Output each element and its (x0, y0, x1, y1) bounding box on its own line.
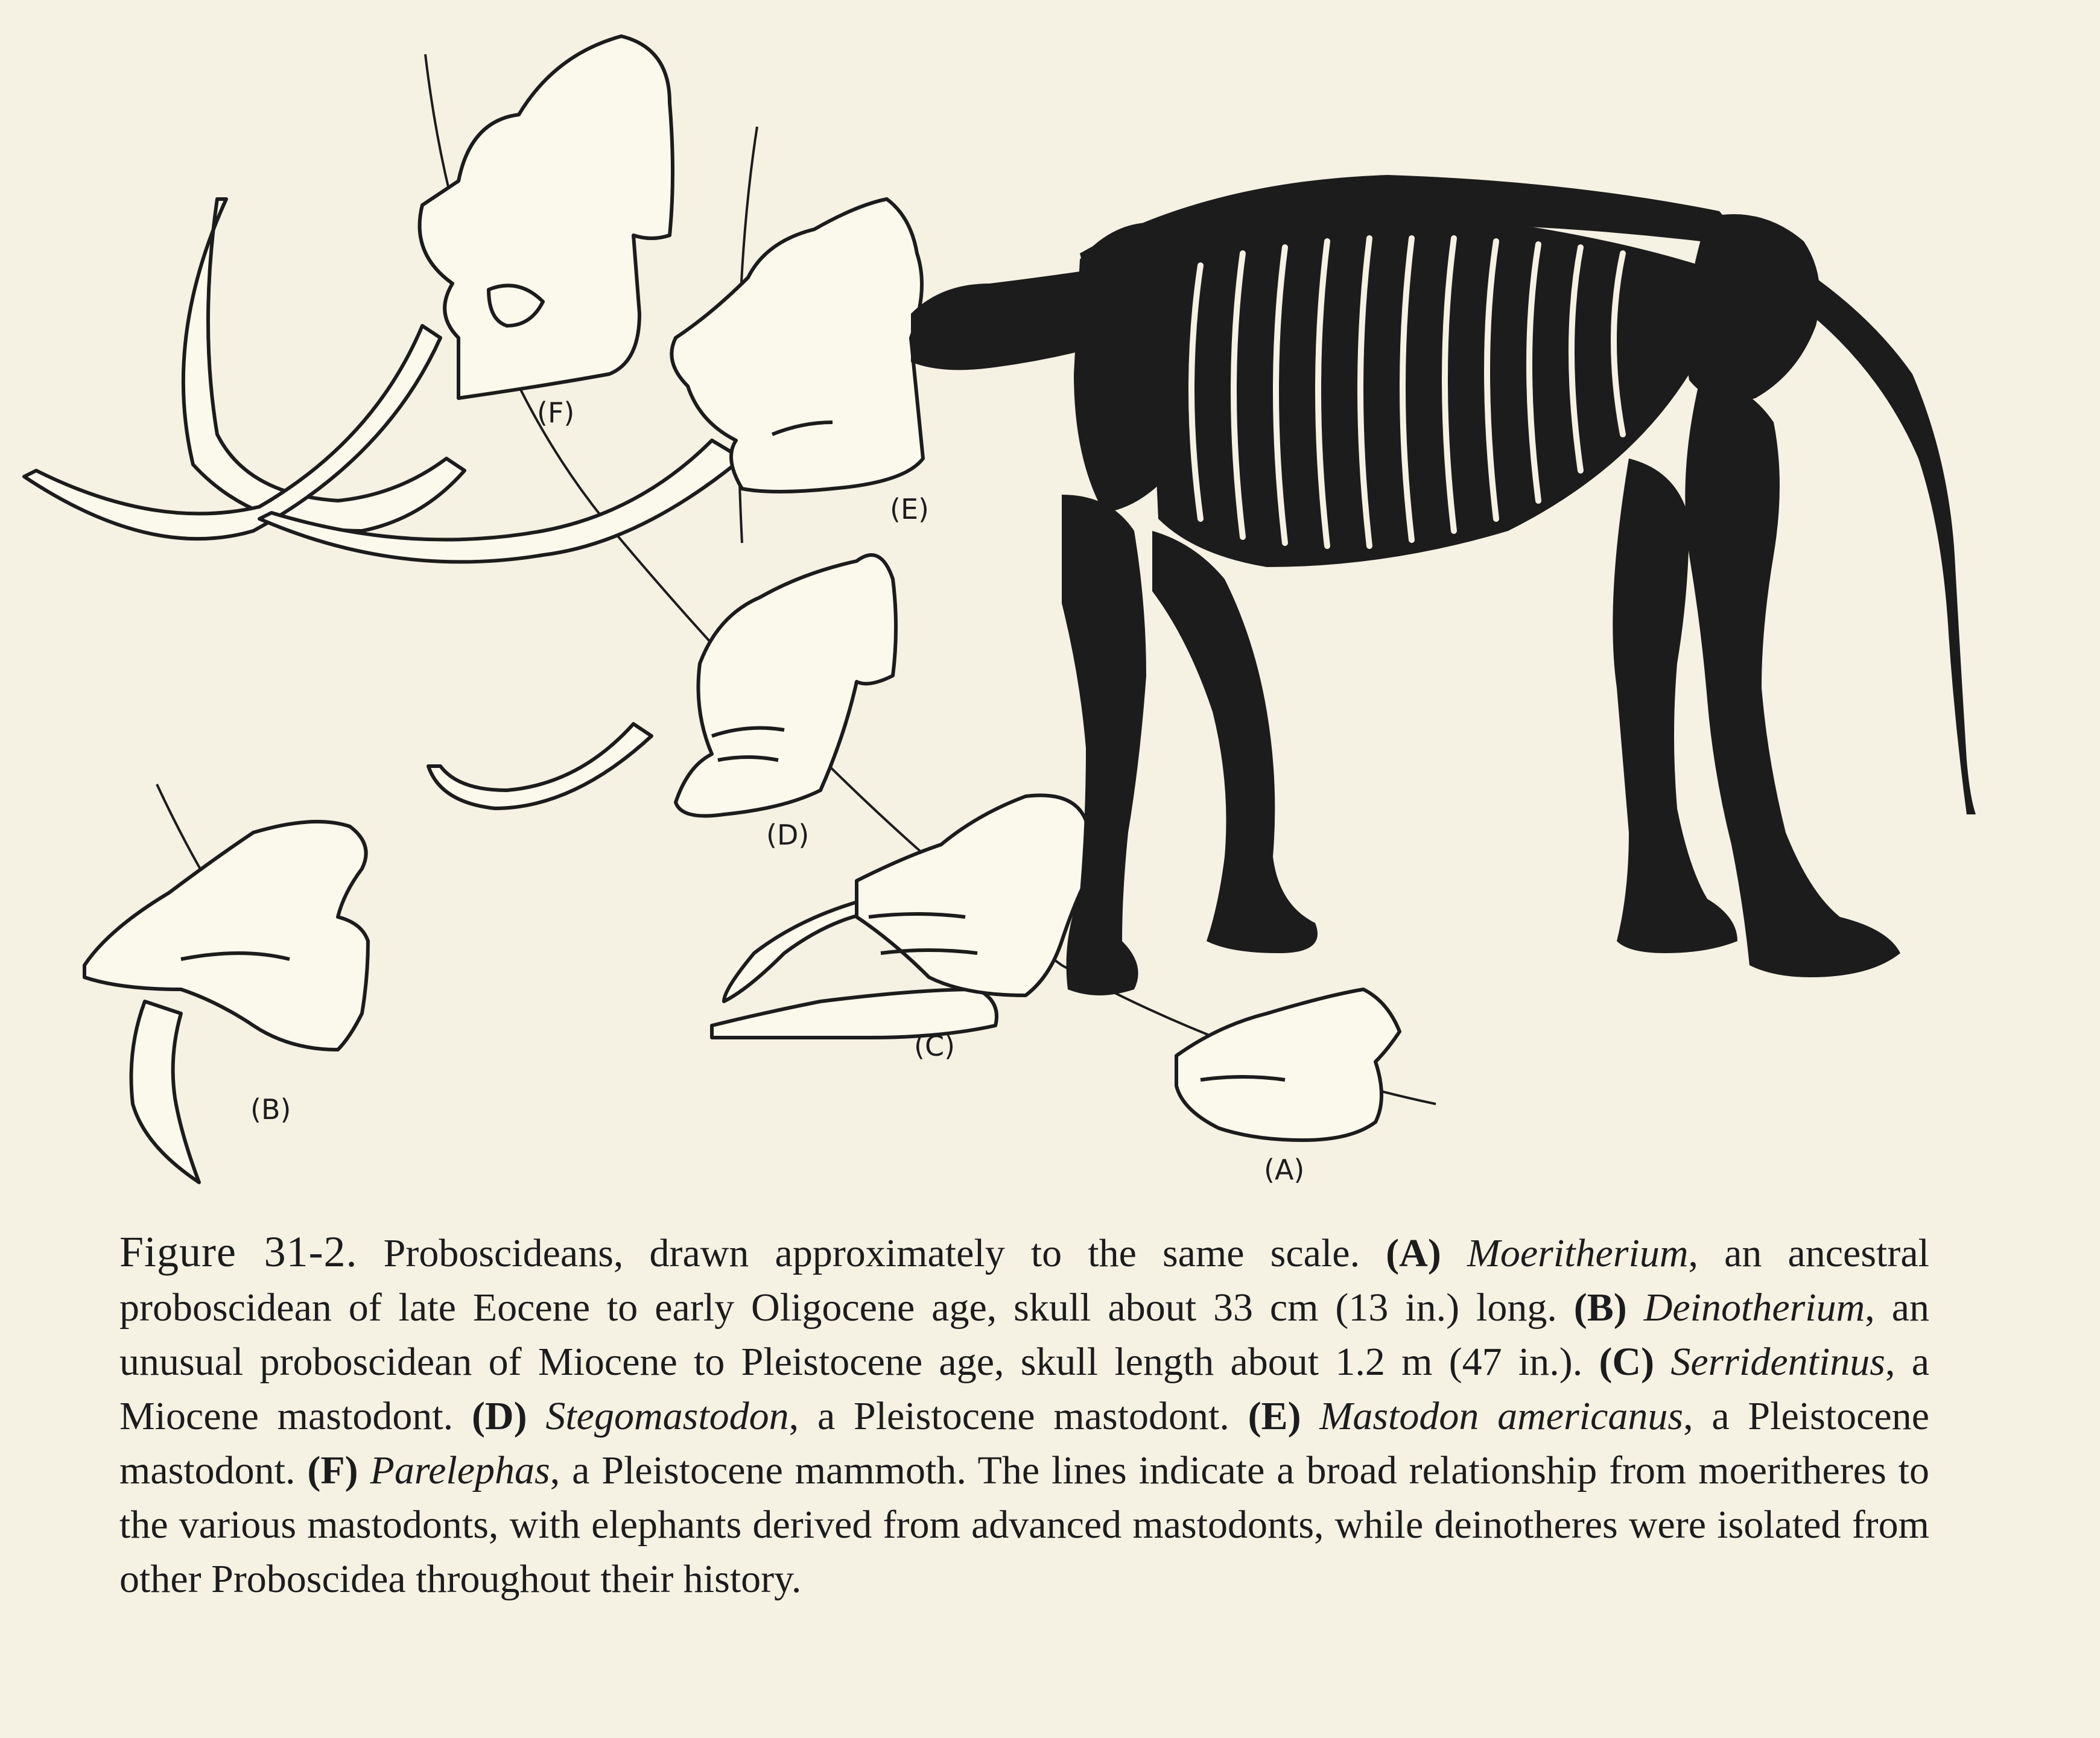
cranium-f (420, 36, 673, 398)
caption-tag-e: (E) (1248, 1394, 1301, 1438)
front-leg-2 (1152, 531, 1318, 953)
caption-intro: Proboscideans, drawn approximately to the same scale. (357, 1231, 1386, 1275)
skull-f-parelephas (24, 36, 673, 539)
hind-leg (1685, 374, 1900, 977)
caption-text-e: , a Pleistocene mastodont. (119, 1394, 1930, 1492)
label-a: (A) (1264, 1153, 1305, 1186)
caption-text-f: , a Pleistocene mammoth. The lines indicate a broad relationship from moeritheres to the various mastodonts, with elephants derived from advanced mastodonts, while deinotheres were isolated from other Proboscidea throughout their history. (119, 1448, 1929, 1601)
label-b: (B) (250, 1093, 291, 1126)
caption-tag-f: (F) (307, 1448, 358, 1492)
caption-text-c: , a Miocene mastodont. (119, 1340, 1929, 1438)
label-d: (D) (766, 819, 810, 851)
cranium-d (676, 555, 896, 816)
cranium-a (1176, 989, 1400, 1140)
caption-tag-a: (A) (1386, 1231, 1441, 1275)
caption-text-a: , an ancestral proboscidean of late Eocene to early Oligocene age, skull about 33 cm (13 in.) long. (119, 1231, 1929, 1330)
skull-a-moeritherium (1176, 989, 1400, 1140)
skull-b-deinotherium (84, 822, 368, 1182)
label-e: (E) (890, 493, 929, 525)
caption-text-d: , a Pleistocene mastodont. (788, 1394, 1248, 1438)
caption-name-f: Parelephas (370, 1448, 550, 1492)
caption-tag-b: (B) (1573, 1286, 1627, 1330)
pelvis (1686, 214, 1819, 402)
neck-vertebrae (911, 271, 1086, 370)
caption-tag-c: (C) (1599, 1340, 1655, 1384)
caption-text-b: , an unusual proboscidean of Miocene to Pleistocene age, skull length about 1.2 m (47 in.). (119, 1286, 1930, 1384)
figure-number: Figure 31-2. (119, 1228, 358, 1276)
down-tusk-b (132, 1001, 200, 1182)
tail (1798, 265, 1976, 814)
caption-name-d: Stegomastodon (545, 1394, 789, 1438)
caption-name-b: Deinotherium (1643, 1286, 1865, 1330)
caption-name-c: Serridentinus (1670, 1340, 1885, 1384)
caption-name-e: Mastodon americanus (1319, 1394, 1684, 1438)
label-f: (F) (537, 396, 575, 429)
caption-tag-d: (D) (471, 1394, 527, 1438)
tusk-d (428, 724, 652, 808)
front-leg (1062, 495, 1146, 995)
figure-caption (119, 1225, 1929, 1606)
cranium-b (84, 822, 368, 1050)
skull-d-stegomastodon (428, 555, 896, 816)
caption-name-a: Moeritherium (1467, 1231, 1689, 1275)
label-c: (C) (914, 1030, 956, 1062)
